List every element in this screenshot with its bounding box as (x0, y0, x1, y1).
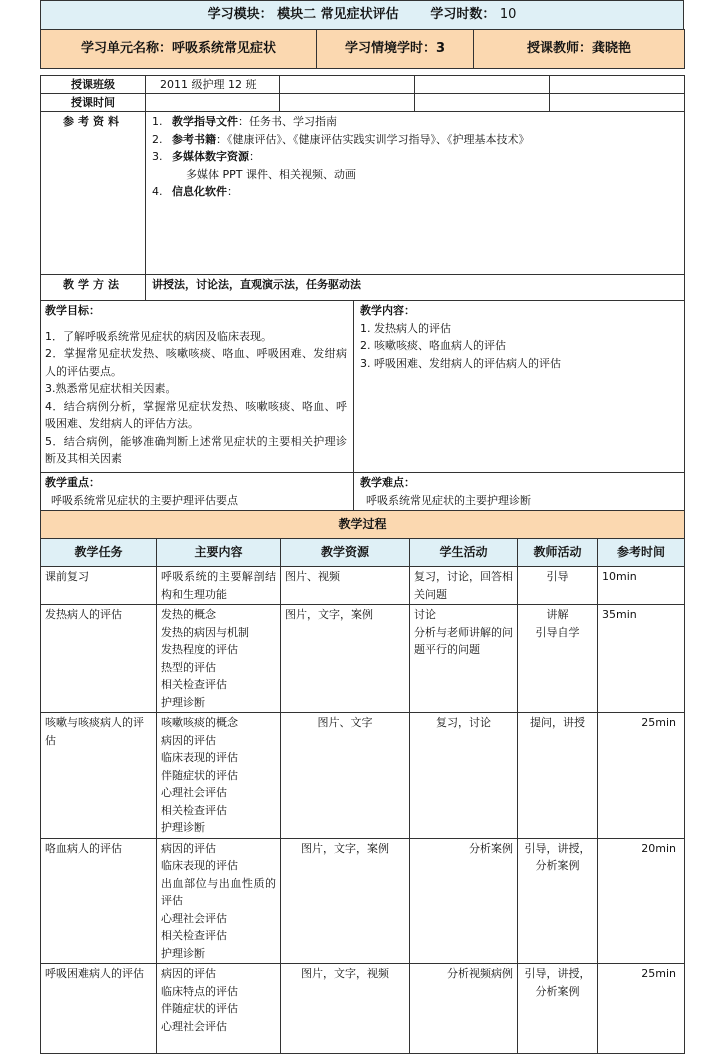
time-cell: 35min (598, 605, 685, 713)
class-value: 2011 级护理 12 班 (146, 76, 280, 94)
method-value: 讲授法，讨论法，直观演示法，任务驱动法 (146, 275, 685, 301)
content-cell: 发热的概念 发热的病因与机制 发热程度的评估 热型的评估 相关检查评估 护理诊断 (157, 605, 281, 713)
process-title: 教学过程 (41, 511, 685, 539)
time-cell: 10min (598, 567, 685, 605)
content-label: 教学内容： (360, 304, 415, 317)
method-label: 教学方法 (41, 275, 146, 301)
student-cell: 分析视频病例 (410, 964, 518, 1054)
task-cell: 咯血病人的评估 (41, 838, 157, 964)
time-label: 授课时间 (41, 94, 146, 112)
refs-item-2: 2. 参考书籍：《健康评估》、《健康评估实践实训学习指导》、《护理基本技术》 (152, 132, 530, 146)
blank-cell (280, 94, 415, 112)
situation-hours: 学习情境学时：3 (317, 30, 474, 69)
module-label: 学习模块 (207, 7, 260, 23)
refs-item-1: 1. 教学指导文件：任务书、学习指南 (152, 115, 337, 128)
time-cell: 25min (598, 713, 685, 839)
blank-cell (415, 76, 550, 94)
unit-name: 学习单元名称：呼吸系统常见症状 (41, 30, 317, 69)
student-cell: 复习，讨论，回答相关问题 (410, 567, 518, 605)
student-cell: 讨论 分析与老师讲解的问题平行的问题 (410, 605, 518, 713)
difficulty-label: 教学难点： (360, 476, 415, 489)
unit-header-table (40, 29, 685, 69)
content-item: 1. 发热病人的评估 (360, 321, 451, 335)
goals-table (40, 300, 685, 511)
goal-item: 3.熟悉常见症状相关因素。 (45, 382, 177, 395)
task-cell: 发热病人的评估 (41, 605, 157, 713)
refs-item-3-detail: 多媒体 PPT 课件、相关视频、动画 (186, 167, 356, 181)
col-content: 主要内容 (157, 539, 281, 567)
refs-label: 参考资料 (41, 112, 146, 275)
content-cell: 咳嗽咳痰的概念 病因的评估 临床表现的评估 伴随症状的评估 心理社会评估 相关检查评估 护理诊断 (157, 713, 281, 839)
col-time: 参考时间 (598, 539, 685, 567)
time-cell: 20min (598, 838, 685, 964)
module-header: 学习模块： 模块二 常见症状评估 学习时数： 10 (41, 1, 684, 30)
task-cell: 咳嗽与咳痰病人的评估 (41, 713, 157, 839)
goal-item: 4．结合病例分析，掌握常见症状发热、咳嗽咳痰、咯血、呼吸困难、发绀病人的评估方法。 (45, 399, 347, 430)
module-header-table (40, 0, 684, 30)
student-cell: 分析案例 (410, 838, 518, 964)
key-label: 教学重点： (45, 476, 100, 489)
goal-item: 5．结合病例，能够准确判断上述常见症状的主要相关护理诊断及其相关因素 (45, 434, 347, 465)
difficulty-value: 呼吸系统常见症状的主要护理诊断 (366, 493, 531, 507)
key-value: 呼吸系统常见症状的主要护理评估要点 (51, 493, 238, 507)
blank-cell (550, 76, 685, 94)
content-item: 3. 呼吸困难、发绀病人的评估病人的评估 (360, 356, 561, 370)
col-task: 教学任务 (41, 539, 157, 567)
time-cell: 25min (598, 964, 685, 1054)
teacher: 授课教师：龚晓艳 (474, 30, 685, 69)
process-table (40, 510, 685, 1054)
goals-cell (41, 301, 354, 473)
teacher-cell: 引导，讲授， 分析案例 (518, 838, 598, 964)
info-table (40, 75, 685, 301)
class-label: 授课班级 (41, 76, 146, 94)
teacher-cell: 引导 (518, 567, 598, 605)
blank-cell (550, 94, 685, 112)
hours-label: 学习时数 (430, 7, 483, 23)
table-row (41, 605, 685, 713)
content-cell (354, 301, 685, 473)
student-cell: 复习，讨论 (410, 713, 518, 839)
table-row (41, 713, 685, 839)
teacher-cell: 引导，讲授， 分析案例 (518, 964, 598, 1054)
goal-item: 2．掌握常见症状发热、咳嗽咳痰、咯血、呼吸困难、发绀病人的评估要点。 (45, 347, 347, 378)
goal-item: 1．了解呼吸系统常见症状的病因及临床表现。 (45, 329, 272, 343)
task-cell: 课前复习 (41, 567, 157, 605)
resources-cell: 图片、文字 (281, 713, 410, 839)
resources-cell: 图片、视频 (281, 567, 410, 605)
table-row (41, 964, 685, 1054)
refs-item-4: 4. 信息化软件： (152, 185, 238, 198)
col-resources: 教学资源 (281, 539, 410, 567)
refs-list (146, 112, 685, 275)
key-cell (41, 473, 354, 511)
lesson-plan (40, 0, 684, 1054)
content-cell: 病因的评估 临床表现的评估 出血部位与出血性质的评估 心理社会评估 相关检查评估 护理诊断 (157, 838, 281, 964)
teacher-cell: 提问，讲授 (518, 713, 598, 839)
teacher-cell: 讲解 引导自学 (518, 605, 598, 713)
blank-cell (146, 94, 280, 112)
resources-cell: 图片，文字，案例 (281, 838, 410, 964)
col-teacher: 教师活动 (518, 539, 598, 567)
blank-cell (280, 76, 415, 94)
col-student: 学生活动 (410, 539, 518, 567)
content-item: 2. 咳嗽咳痰、咯血病人的评估 (360, 339, 506, 352)
hours-value: 10 (499, 7, 517, 23)
difficulty-cell (354, 473, 685, 511)
resources-cell: 图片，文字，视频 (281, 964, 410, 1054)
module-value: 模块二 常见症状评估 (277, 7, 399, 23)
blank-cell (415, 94, 550, 112)
refs-item-3: 3. 多媒体数字资源： (152, 150, 260, 163)
resources-cell: 图片，文字，案例 (281, 605, 410, 713)
task-cell: 呼吸困难病人的评估 (41, 964, 157, 1054)
table-row (41, 567, 685, 605)
content-cell: 呼吸系统的主要解剖结构和生理功能 (157, 567, 281, 605)
goals-label: 教学目标： (45, 304, 100, 317)
table-row (41, 838, 685, 964)
content-cell: 病因的评估 临床特点的评估 伴随症状的评估 心理社会评估 (157, 964, 281, 1054)
